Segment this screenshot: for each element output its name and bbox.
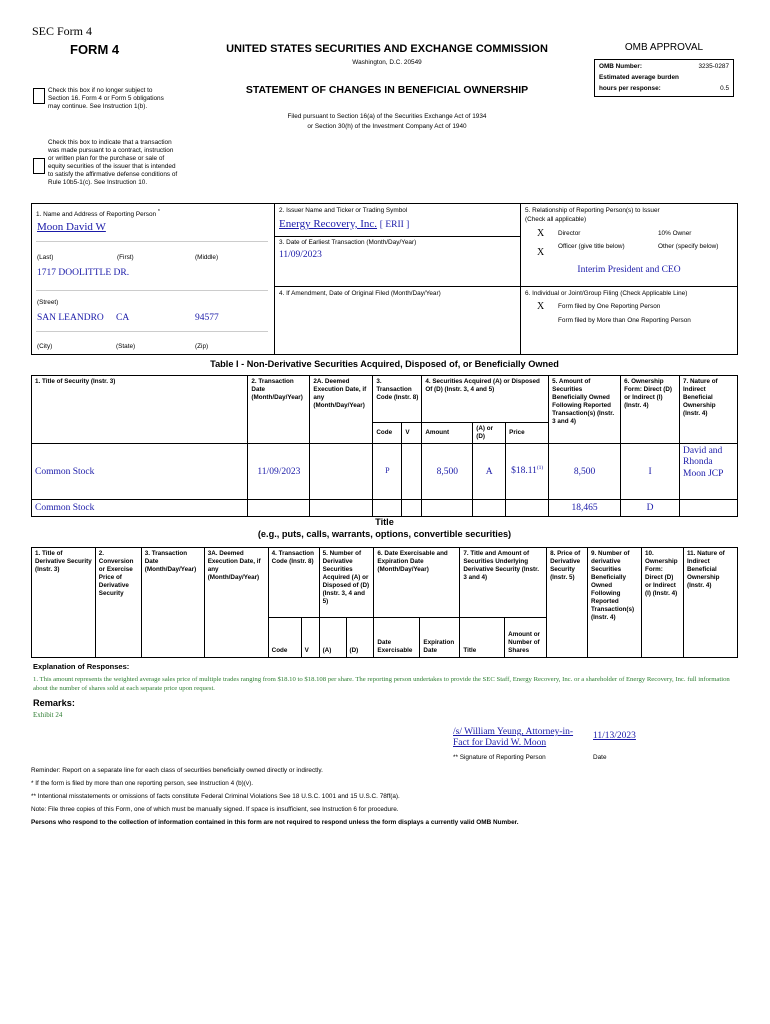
earliest-date-value: 11/09/2023 (279, 250, 322, 260)
omb-burden-label: Estimated average burden (599, 74, 679, 81)
filed-pursuant-1: Filed pursuant to Section 16(a) of the Securities Exchange Act of 1934 (287, 113, 487, 120)
table1-h7: 7. Nature of Indirect Beneficial Ownership (Instr. 4) (680, 376, 738, 444)
omb-number-label: OMB Number: (599, 63, 642, 70)
state-label: (State) (116, 343, 136, 350)
omb-approval-box (594, 42, 734, 97)
last-label: (Last) (37, 254, 54, 261)
officer-title: Interim President and CEO (577, 265, 681, 275)
note-misstatements: ** Intentional misstatements or omissions of facts constitute Federal Criminal Violations See 18 U.S.C. 1001 and 15 U.S.C. 78ff(a). (31, 793, 400, 800)
table2 (31, 547, 738, 658)
issuer-name-link[interactable]: Energy Recovery, Inc. (279, 218, 378, 230)
row1-price: $18.11 (511, 466, 537, 477)
city-label: (City) (37, 343, 53, 350)
table2-h5: 5. Number of Derivative Securities Acquired (A) or Disposed of (D) (Instr. 3, 4 and 5) (319, 548, 374, 618)
table1-price-header: Price (506, 423, 549, 444)
table2-code-header: Code (268, 618, 301, 658)
state-value: CA (116, 313, 130, 323)
reporting-person-name[interactable]: Moon David W (37, 221, 106, 233)
officer-mark[interactable]: X (537, 247, 545, 258)
omb-notice: Persons who respond to the collection of information contained in this form are not required to respond unless the form displays a currently valid OMB Number. (31, 819, 519, 826)
zip-label: (Zip) (195, 343, 209, 350)
earliest-date-label: 3. Date of Earliest Transaction (Month/Day/Year) (279, 239, 417, 246)
row2-owned: 18,465 (549, 500, 621, 517)
signature-date: 11/13/2023 (593, 731, 636, 741)
issuer-divider (274, 236, 521, 237)
table2-subtitle: (e.g., puts, calls, warrants, options, convertible securities) (257, 529, 512, 539)
table1 (31, 375, 738, 517)
note-reminder: Reminder: Report on a separate line for each class of securities beneficially owned directly or indirectly. (31, 767, 323, 774)
table1-h2a: 2A. Deemed Execution Date, if any (Month/Day/Year) (310, 376, 373, 444)
table1-h6: 6. Ownership Form: Direct (D) or Indirect (I) (Instr. 4) (621, 376, 680, 444)
row1-form: I (621, 444, 680, 500)
agency-name: UNITED STATES SECURITIES AND EXCHANGE COMMISSION (226, 43, 548, 55)
table2-d-header: (D) (346, 618, 374, 658)
table2-h7: 7. Title and Amount of Securities Underlying Derivative Security (Instr. 3 and 4) (460, 548, 547, 618)
one-person-label: Form filed by One Reporting Person (558, 303, 661, 310)
note-multiple-persons: * If the form is filed by more than one reporting person, see Instruction 4 (b)(v). (31, 780, 253, 787)
table-row (32, 444, 738, 500)
row1-deemed-date (310, 444, 373, 500)
street-label: (Street) (37, 299, 59, 306)
row1-amount: 8,500 (422, 444, 473, 500)
table1-v-header: V (402, 423, 422, 444)
row2-title: Common Stock (32, 500, 248, 517)
row1-ad: A (473, 444, 506, 500)
omb-hours-label: hours per response: (599, 85, 661, 92)
date-label: Date (593, 754, 607, 761)
row1-title: Common Stock (32, 444, 248, 500)
table2-amount-header: Amount or Number of Shares (505, 618, 547, 658)
row1-owned: 8,500 (549, 444, 621, 500)
signature-value: /s/ William Yeung, Attorney-in-Fact for David W. Moon (453, 727, 574, 749)
issuer-label: 2. Issuer Name and Ticker or Trading Symbol (279, 207, 408, 214)
ten-pct-owner-label: 10% Owner (658, 230, 692, 237)
agency-location: Washington, D.C. 20549 (352, 59, 422, 66)
director-label: Director (558, 230, 581, 237)
multiple-persons-label: Form filed by More than One Reporting Person (558, 317, 691, 324)
table2-title-header: Title (460, 618, 505, 658)
statement-title: STATEMENT OF CHANGES IN BENEFICIAL OWNERSHIP (245, 84, 529, 96)
reporting-person-label: 1. Name and Address of Reporting Person (36, 211, 157, 219)
no-longer-subject-text: Check this box if no longer subject to Section 16. Form 4 or Form 5 obligations may continue. See Instruction 1(b). (48, 87, 164, 110)
table1-h1: 1. Title of Security (Instr. 3) (32, 376, 248, 444)
table2-title: Title (375, 517, 394, 527)
table2-h3: 3. Transaction Date (Month/Day/Year) (141, 548, 204, 658)
table-row (32, 500, 738, 517)
table2-h3a: 3A. Deemed Execution Date, if any (Month/Day/Year) (204, 548, 268, 658)
first-label: (First) (117, 254, 134, 261)
table2-h11: 11. Nature of Indirect Beneficial Ownership (Instr. 4) (683, 548, 737, 658)
row1-code: P (373, 444, 402, 500)
table2-h10: 10. Ownership Form: Direct (D) or Indirect (I) (Instr. 4) (642, 548, 684, 658)
relationship-label: 5. Relationship of Reporting Person(s) to Issuer (525, 207, 660, 214)
amendment-label: 4. If Amendment, Date of Original Filed (Month/Day/Year) (279, 290, 441, 297)
table1-h4: 4. Securities Acquired (A) or Disposed Of (D) (Instr. 3, 4 and 5) (422, 376, 549, 423)
relationship-sub: (Check all applicable) (525, 216, 587, 223)
explanation-label: Explanation of Responses: (33, 662, 130, 671)
table2-expiration-header: Expiration Date (420, 618, 460, 658)
filing-label: 6. Individual or Joint/Group Filing (Check Applicable Line) (525, 290, 688, 297)
street-value: 1717 DOOLITTLE DR. (37, 268, 130, 278)
filed-pursuant-2: or Section 30(h) of the Investment Company Act of 1940 (307, 123, 467, 130)
city-value: SAN LEANDRO (37, 313, 104, 323)
table2-h4: 4. Transaction Code (Instr. 8) (268, 548, 319, 618)
table1-h2: 2. Transaction Date (Month/Day/Year) (248, 376, 310, 444)
table2-h9: 9. Number of derivative Securities Beneficially Owned Following Reported Transaction(s) (Instr. 4) (588, 548, 642, 658)
top-label: SEC Form 4 (32, 24, 93, 38)
table1-h5: 5. Amount of Securities Beneficially Owned Following Reported Transaction(s) (Instr. 3 and 4) (549, 376, 621, 444)
table2-h8: 8. Price of Derivative Security (Instr. 5) (547, 548, 588, 658)
omb-hours-value: 0.5 (720, 85, 729, 92)
table2-v-header: V (301, 618, 319, 658)
no-longer-subject-checkbox[interactable] (33, 88, 45, 104)
officer-label: Officer (give title below) (558, 243, 625, 250)
row1-v (402, 444, 422, 500)
table1-h3: 3. Transaction Code (Instr. 8) (373, 376, 422, 423)
table2-date-exercisable-header: Date Exercisable (374, 618, 420, 658)
table1-amount-header: Amount (422, 423, 473, 444)
row1-date: 11/09/2023 (248, 444, 310, 500)
row1-price-cell (506, 444, 549, 500)
row2-form: D (621, 500, 680, 517)
other-label: Other (specify below) (658, 243, 719, 250)
table1-code-header: Code (373, 423, 402, 444)
issuer-ticker: [ ERII ] (379, 220, 410, 230)
omb-number-value: 3235-0287 (698, 63, 729, 70)
table2-h6: 6. Date Exercisable and Expiration Date (Month/Day/Year) (374, 548, 460, 618)
middle-label: (Middle) (195, 254, 219, 261)
table1-ad-header: (A) or (D) (473, 423, 506, 444)
table1-title: Table I - Non-Derivative Securities Acquired, Disposed of, or Beneficially Owned (210, 359, 559, 369)
row1-price-footnote[interactable]: (1) (536, 465, 544, 472)
signature-label: ** Signature of Reporting Person (453, 754, 546, 761)
table2-h2: 2. Conversion or Exercise Price of Derivative Security (95, 548, 141, 658)
director-mark[interactable]: X (537, 228, 545, 239)
row1-nature: David and Rhonda Moon JCP (680, 444, 738, 500)
rule-10b5-1-text: Check this box to indicate that a transaction was made pursuant to a contract, instruction or written plan for the purchase or sale of equity securities of the issuer that is intended to satisfy the affirmative defense conditions of Rule 10b5-1(c). See Instruction 10. (48, 139, 178, 186)
remarks-text: Exhibit 24 (33, 711, 63, 719)
rule-10b5-1-checkbox[interactable] (33, 158, 45, 174)
table2-a-header: (A) (319, 618, 346, 658)
table2-h1: 1. Title of Derivative Security (Instr. 3) (32, 548, 96, 658)
reporting-person-asterisk: * (157, 209, 160, 215)
note-file-copies: Note: File three copies of this Form, one of which must be manually signed. If space is insufficient, see Instruction 6 for procedure. (31, 806, 399, 813)
zip-value: 94577 (195, 313, 219, 323)
explanation-text: 1. This amount represents the weighted average sales price of multiple trades ranging from $18.10 to $18.108 per share. The reporting person undertakes to provide the SEC Staff, Energy Recovery, Inc. or a shareholder of Energy Recovery, Inc. full information about the number of shares sold at each separate price upon request. (33, 676, 730, 693)
form-title: FORM 4 (70, 42, 120, 57)
remarks-label: Remarks: (33, 698, 75, 708)
omb-title: OMB APPROVAL (624, 42, 704, 53)
one-person-mark[interactable]: X (537, 301, 545, 312)
